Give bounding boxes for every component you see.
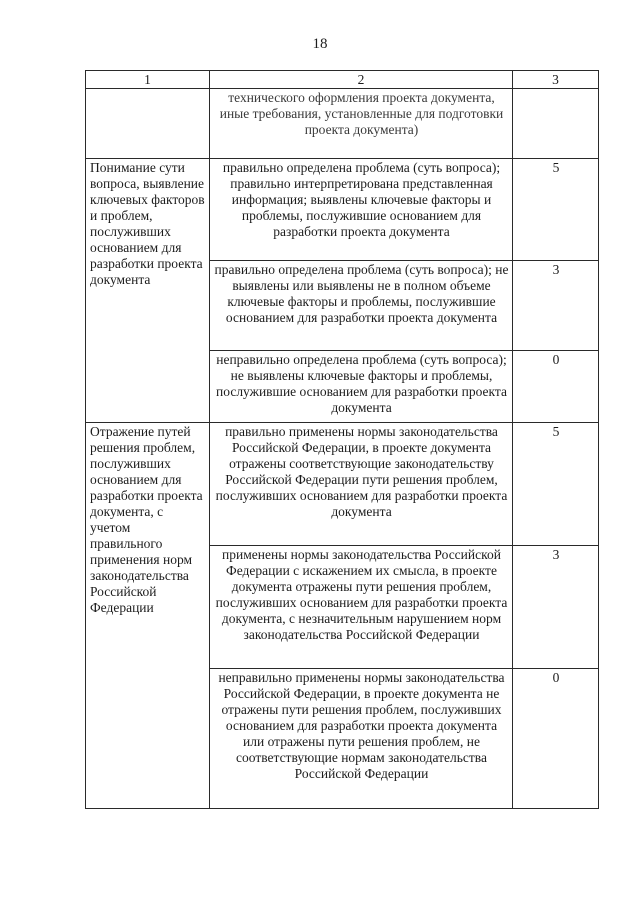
level-description: правильно определена проблема (суть вопроса); правильно интерпретирована представленная информация; выявлены ключевые факторы и проблемы, послужившие основанием для разработки проекта документа	[210, 159, 513, 261]
criterion-understanding: Понимание сути вопроса, выявление ключевых факторов и проблем, послуживших основанием для разработки проекта документа	[86, 159, 210, 423]
level-description: применены нормы законодательства Российской Федерации с искажением их смысла, в проекте документа отражены пути решения проблем, послуживших основанием для разработки проекта документа, с незначительным нарушением норм законодательства Российской Федерации	[210, 546, 513, 669]
header-col-3: 3	[513, 71, 599, 89]
header-col-2: 2	[210, 71, 513, 89]
level-description: неправильно применены нормы законодательства Российской Федерации, в проекте документа не отражены пути решения проблем, послуживших основанием для разработки проекта документа или отражены пути решения проблем, не соответствующие нормам законодательства Российской Федерации	[210, 669, 513, 809]
level-score: 0	[513, 351, 599, 423]
level-score: 5	[513, 423, 599, 546]
continuation-criterion-cell	[86, 89, 210, 159]
level-score: 0	[513, 669, 599, 809]
continuation-row	[86, 89, 599, 159]
level-description: правильно определена проблема (суть вопроса); не выявлены или выявлены не в полном объеме ключевые факторы и проблемы, послужившие основанием для разработки проекта документа	[210, 261, 513, 351]
level-description: неправильно определена проблема (суть вопроса); не выявлены ключевые факторы и проблемы, послужившие основанием для разработки проекта документа	[210, 351, 513, 423]
continuation-description: технического оформления проекта документа, иные требования, установленные для подготовки проекта документа)	[210, 89, 513, 159]
table-row	[86, 423, 599, 546]
table-row	[86, 159, 599, 261]
header-col-1: 1	[86, 71, 210, 89]
level-description: правильно применены нормы законодательства Российской Федерации, в проекте документа отражены соответствующие законодательству Российской Федерации пути решения проблем, послуживших основанием для разработки проекта документа	[210, 423, 513, 546]
level-score: 5	[513, 159, 599, 261]
level-score: 3	[513, 546, 599, 669]
page-number: 18	[312, 36, 328, 52]
level-score: 3	[513, 261, 599, 351]
criterion-solutions: Отражение путей решения проблем, послуживших основанием для разработки проекта документа, с учетом правильного применения норм законодательства Российской Федерации	[86, 423, 210, 809]
evaluation-criteria-table	[85, 70, 599, 809]
header-row	[86, 71, 599, 89]
continuation-score-cell	[513, 89, 599, 159]
